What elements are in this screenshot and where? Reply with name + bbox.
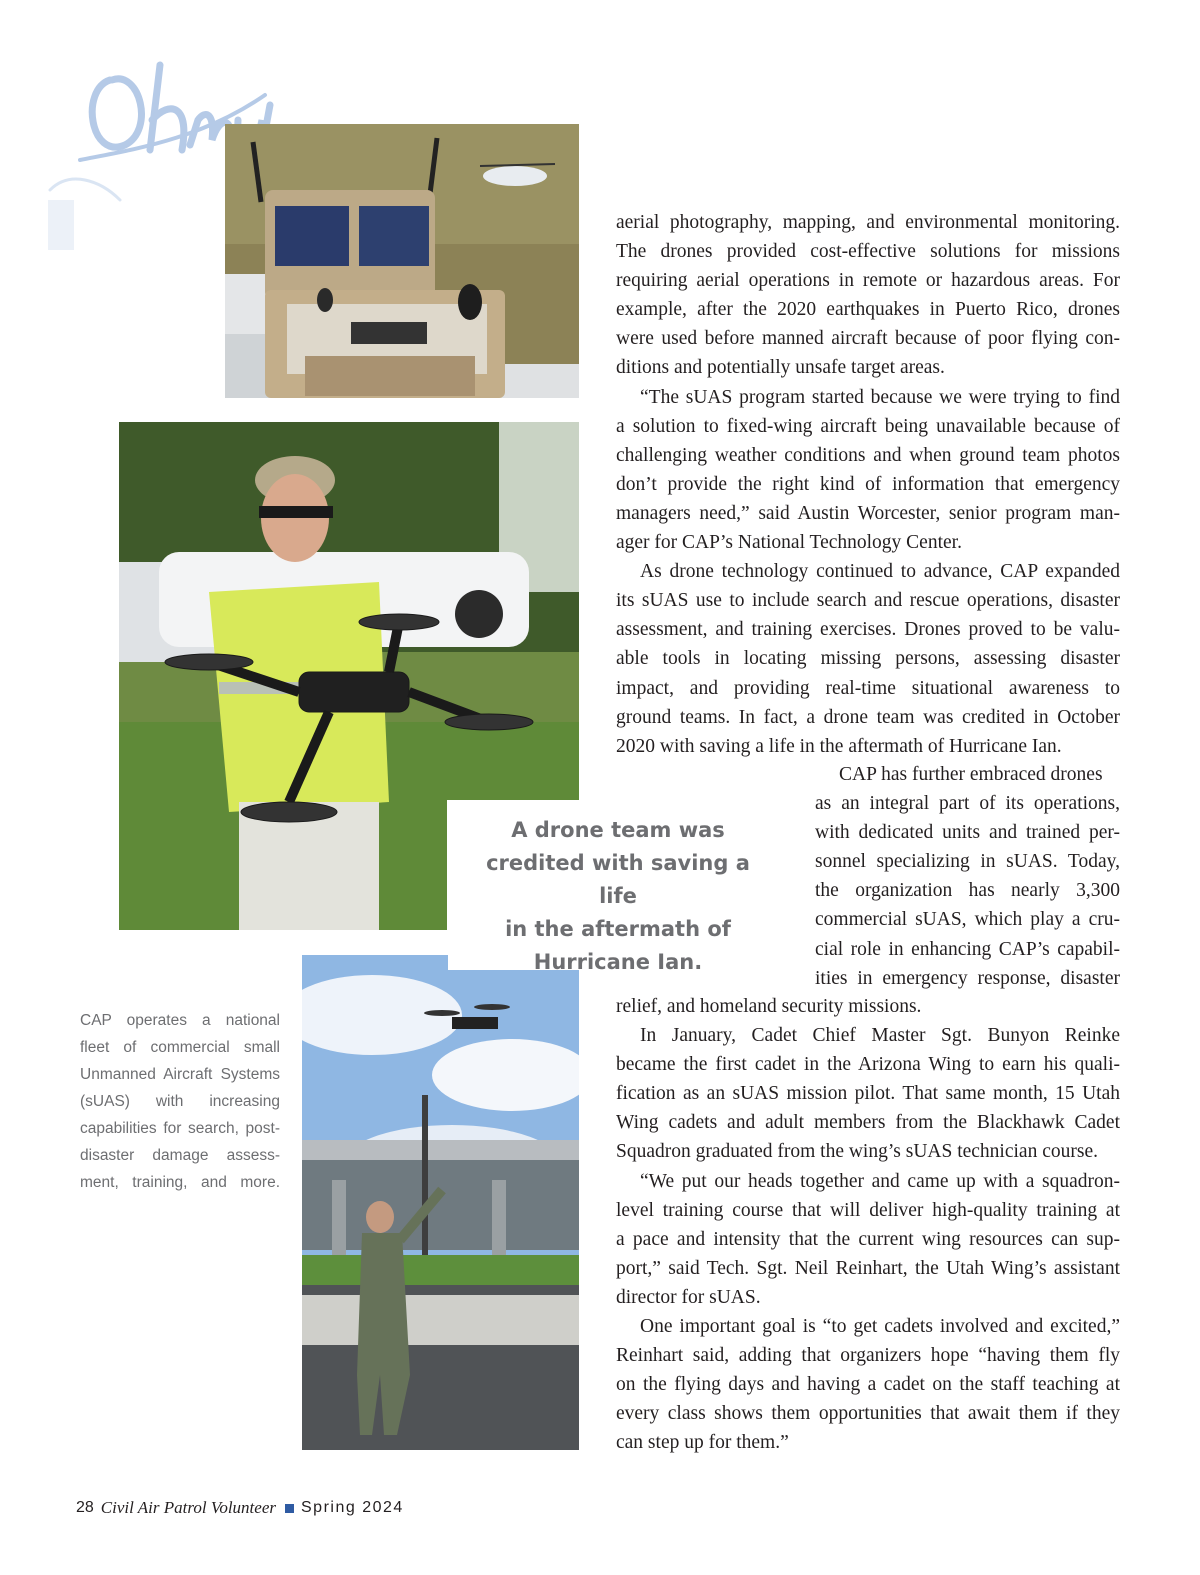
- body-line: ditions and potentially unsafe target areas.: [616, 357, 945, 379]
- caption-line: disaster damage assess-: [80, 1147, 280, 1164]
- body-line: its sUAS use to include search and rescue operations, disaster: [616, 590, 1120, 612]
- body-line: a solution to fixed-wing aircraft being unavailable because of: [616, 415, 1120, 437]
- body-line: sonnel specializing in sUAS. Today,: [815, 851, 1120, 873]
- caption-line: CAP operates a national: [80, 1012, 280, 1029]
- pilot-flying-drone-photo: [302, 955, 579, 1450]
- body-line: as an integral part of its operations,: [815, 793, 1120, 815]
- body-line: aerial photography, mapping, and environmental monitoring.: [616, 212, 1120, 233]
- body-line: Squadron graduated from the wing’s sUAS technician course.: [616, 1141, 1098, 1163]
- page-footer: [76, 1497, 404, 1519]
- body-line: CAP has further embraced drones: [839, 764, 1103, 785]
- body-line: assessment, and training exercises. Drones proved to be valu-: [616, 619, 1120, 641]
- body-line: were used before manned aircraft because of poor flying con-: [616, 328, 1120, 350]
- body-line: able tools in locating missing persons, assessing disaster: [616, 648, 1120, 670]
- body-line: ager for CAP’s National Technology Center.: [616, 532, 962, 554]
- body-line: relief, and homeland security missions.: [616, 996, 922, 1017]
- body-line: became the first cadet in the Arizona Wing to earn his quali-: [616, 1054, 1120, 1076]
- body-line: In January, Cadet Chief Master Sgt. Bunyon Reinke: [640, 1025, 1120, 1047]
- body-line: 2020 with saving a life in the aftermath of Hurricane Ian.: [616, 735, 1062, 757]
- drone-control-station-photo: [225, 124, 579, 398]
- body-line: As drone technology continued to advance, CAP expanded: [640, 561, 1120, 583]
- body-line: One important goal is “to get cadets involved and excited,”: [640, 1316, 1120, 1338]
- body-line: the organization has nearly 3,300: [815, 880, 1120, 902]
- caption-line: Unmanned Aircraft Systems: [80, 1066, 280, 1083]
- body-line: ground teams. In fact, a drone team was credited in October: [616, 706, 1120, 728]
- caption-line: fleet of commercial small: [80, 1039, 280, 1056]
- issue-season: Spring 2024: [301, 1499, 404, 1516]
- body-line: requiring aerial operations in remote or hazardous areas. For: [616, 270, 1120, 292]
- caption-line: (sUAS) with increasing: [80, 1093, 280, 1110]
- pull-quote-line: in the aftermath of: [505, 917, 731, 941]
- body-line: challenging weather conditions and when ground team photos: [616, 444, 1120, 466]
- page-number: 28: [76, 1499, 94, 1516]
- body-line: don’t provide the right kind of information that emergency: [616, 473, 1120, 495]
- body-line: level training course that will deliver high-quality training at: [616, 1199, 1120, 1221]
- body-line: on the flying days and having a cadet on the staff teaching at: [616, 1374, 1120, 1396]
- body-line: can step up for them.”: [616, 1432, 789, 1454]
- pull-quote-line: A drone team was: [511, 818, 725, 842]
- pull-quote-line: Hurricane Ian.: [533, 950, 703, 974]
- body-line: The drones provided cost-effective solutions for missions: [616, 241, 1120, 263]
- body-line: cial role in enhancing CAP’s capabil-: [815, 938, 1120, 960]
- pull-quote-line: credited with saving a life: [486, 851, 750, 908]
- article-body-main: [616, 208, 1120, 761]
- body-line: ities in emergency response, disaster: [815, 967, 1120, 989]
- square-bullet-icon: [285, 1504, 294, 1513]
- body-line: impact, and providing real-time situational awareness to: [616, 677, 1120, 699]
- body-line: director for sUAS.: [616, 1286, 761, 1308]
- body-line: with dedicated units and trained per-: [815, 822, 1120, 844]
- magazine-title: Civil Air Patrol Volunteer: [100, 1498, 276, 1517]
- article-body-bottom: [616, 992, 1120, 1458]
- body-line: every class shows them opportunities that await them if they: [616, 1403, 1120, 1425]
- body-line: example, after the 2020 earthquakes in Puerto Rico, drones: [616, 299, 1120, 321]
- body-line: managers need,” said Austin Worcester, senior program man-: [616, 502, 1120, 524]
- pull-quote: [470, 814, 766, 979]
- article-body-narrow: [815, 760, 1120, 993]
- photo-caption: [80, 1007, 280, 1196]
- body-line: commercial sUAS, which play a cru-: [815, 909, 1120, 931]
- body-line: port,” said Tech. Sgt. Neil Reinhart, the Utah Wing’s assistant: [616, 1257, 1120, 1279]
- body-line: Reinhart said, adding that organizers hope “having them fly: [616, 1345, 1120, 1367]
- body-line: “The sUAS program started because we were trying to find: [640, 386, 1120, 408]
- body-line: Wing cadets and adult members from the Blackhawk Cadet: [616, 1112, 1120, 1134]
- body-line: “We put our heads together and came up with a squadron-: [640, 1170, 1120, 1192]
- body-line: a pace and intensity that the current wing resources can sup-: [616, 1228, 1120, 1250]
- body-line: fication as an sUAS mission pilot. That same month, 15 Utah: [616, 1083, 1120, 1105]
- caption-line: capabilities for search, post-: [80, 1120, 280, 1137]
- caption-line: ment, training, and more.: [80, 1174, 280, 1191]
